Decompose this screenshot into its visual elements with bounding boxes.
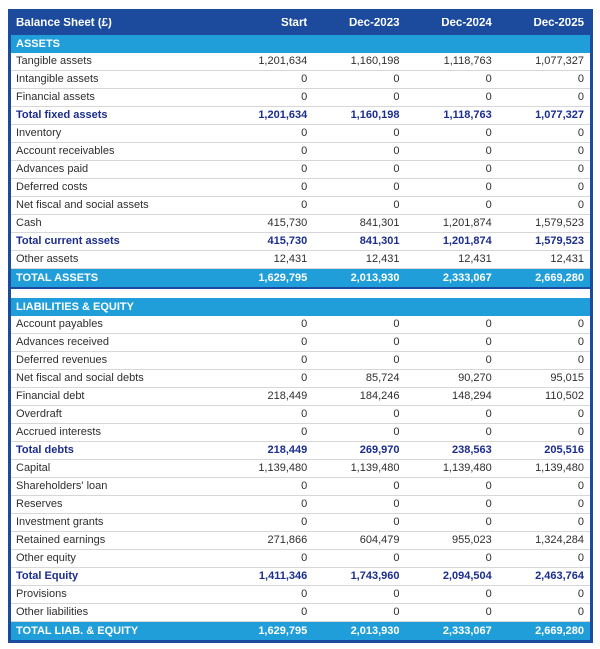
cell-value: 1,201,874 — [442, 236, 492, 247]
cell-value: 271,866 — [267, 535, 308, 546]
row-label: Intangible assets — [16, 74, 99, 85]
row-label: Provisions — [16, 589, 67, 600]
cell-value: 0 — [485, 319, 492, 330]
table-row-account-payables — [11, 316, 590, 334]
cell-value: 0 — [485, 74, 492, 85]
cell-value: 0 — [301, 164, 308, 175]
cell-value: 0 — [577, 200, 584, 211]
section-header-assets — [11, 35, 590, 53]
cell-value: 12,431 — [458, 254, 492, 265]
cell-value: 0 — [577, 553, 584, 564]
cell-value: 0 — [301, 409, 308, 420]
row-label: Total fixed assets — [16, 110, 108, 121]
cell-value: 0 — [577, 92, 584, 103]
table-row-overdraft — [11, 406, 590, 424]
column-header-start: Start — [281, 17, 308, 29]
cell-value: 218,449 — [267, 391, 308, 402]
cell-value: 0 — [393, 481, 400, 492]
cell-value: 110,502 — [545, 391, 584, 402]
row-label: Tangible assets — [16, 56, 92, 67]
table-row-cash — [11, 215, 590, 233]
row-label: Capital — [16, 463, 51, 474]
row-label: Net fiscal and social assets — [16, 200, 149, 211]
cell-value: 0 — [485, 409, 492, 420]
cell-value: 0 — [393, 164, 400, 175]
row-label: Other liabilities — [16, 607, 89, 618]
table-header-row — [11, 12, 590, 35]
table-row-net-fiscal-and-social-assets — [11, 197, 590, 215]
cell-value: 2,013,930 — [350, 272, 400, 284]
cell-value: 2,463,764 — [535, 571, 584, 582]
cell-value: 0 — [393, 128, 400, 139]
cell-value: 0 — [577, 128, 584, 139]
cell-value: 0 — [577, 182, 584, 193]
table-row-other-equity — [11, 550, 590, 568]
cell-value: 955,023 — [451, 535, 492, 546]
cell-value: 0 — [301, 200, 308, 211]
table-row-intangible-assets — [11, 71, 590, 89]
row-label: Net fiscal and social debts — [16, 373, 144, 384]
section-title: ASSETS — [16, 38, 61, 50]
cell-value: 1,077,327 — [535, 56, 584, 67]
cell-value: 2,669,280 — [535, 272, 584, 284]
cell-value: 415,730 — [267, 236, 308, 247]
table-row-net-fiscal-and-social-debts — [11, 370, 590, 388]
cell-value: 0 — [577, 499, 584, 510]
section-gap — [11, 287, 590, 298]
row-label: Advances received — [16, 337, 109, 348]
cell-value: 1,743,960 — [350, 571, 400, 582]
cell-value: 85,724 — [365, 373, 400, 384]
cell-value: 0 — [301, 337, 308, 348]
cell-value: 0 — [485, 355, 492, 366]
cell-value: 0 — [393, 337, 400, 348]
cell-value: 1,118,763 — [443, 56, 492, 67]
cell-value: 1,201,874 — [442, 218, 492, 229]
cell-value: 1,139,480 — [535, 463, 584, 474]
cell-value: 841,301 — [359, 236, 400, 247]
row-label: Account payables — [16, 319, 103, 330]
cell-value: 0 — [301, 182, 308, 193]
cell-value: 12,431 — [273, 254, 308, 265]
cell-value: 218,449 — [267, 445, 308, 456]
cell-value: 1,201,634 — [258, 56, 308, 67]
cell-value: 0 — [393, 74, 400, 85]
cell-value: 1,139,480 — [258, 463, 308, 474]
cell-value: 0 — [301, 481, 308, 492]
cell-value: 0 — [577, 164, 584, 175]
cell-value: 0 — [393, 146, 400, 157]
cell-value: 90,270 — [458, 373, 492, 384]
cell-value: 0 — [485, 427, 492, 438]
table-row-other-assets — [11, 251, 590, 269]
cell-value: 0 — [577, 427, 584, 438]
row-label: Overdraft — [16, 409, 62, 420]
row-label: Financial assets — [16, 92, 95, 103]
cell-value: 0 — [577, 607, 584, 618]
table-row-total-equity — [11, 568, 590, 586]
cell-value: 0 — [485, 337, 492, 348]
cell-value: 2,333,067 — [442, 272, 492, 284]
cell-value: 1,077,327 — [535, 110, 584, 121]
cell-value: 0 — [393, 607, 400, 618]
cell-value: 0 — [301, 589, 308, 600]
cell-value: 0 — [577, 481, 584, 492]
cell-value: 0 — [301, 74, 308, 85]
table-row-shareholders-loan — [11, 478, 590, 496]
cell-value: 0 — [485, 164, 492, 175]
cell-value: 0 — [485, 146, 492, 157]
row-label: Inventory — [16, 128, 62, 139]
cell-value: 0 — [577, 319, 584, 330]
column-header-dec-2023: Dec-2023 — [348, 17, 400, 29]
cell-value: 269,970 — [359, 445, 400, 456]
cell-value: 0 — [301, 319, 308, 330]
row-label: Account receivables — [16, 146, 115, 157]
row-label: Shareholders' loan — [16, 481, 108, 492]
cell-value: 0 — [393, 427, 400, 438]
cell-value: 0 — [301, 92, 308, 103]
row-label: Advances paid — [16, 164, 89, 175]
cell-value: 841,301 — [359, 218, 400, 229]
table-title: Balance Sheet (£) — [16, 17, 112, 29]
cell-value: 148,294 — [451, 391, 492, 402]
table-row-investment-grants — [11, 514, 590, 532]
row-label: Retained earnings — [16, 535, 106, 546]
table-row-retained-earnings — [11, 532, 590, 550]
table-row-accrued-interests — [11, 424, 590, 442]
row-label: TOTAL ASSETS — [16, 272, 99, 284]
cell-value: 0 — [393, 517, 400, 528]
table-row-reserves — [11, 496, 590, 514]
cell-value: 1,411,346 — [258, 571, 308, 582]
row-label: Other equity — [16, 553, 76, 564]
table-row-financial-debt — [11, 388, 590, 406]
table-row-financial-assets — [11, 89, 590, 107]
table-body — [11, 35, 590, 640]
row-label: TOTAL LIAB. & EQUITY — [16, 625, 139, 637]
cell-value: 0 — [485, 182, 492, 193]
cell-value: 0 — [485, 517, 492, 528]
cell-value: 1,579,523 — [535, 218, 584, 229]
cell-value: 2,669,280 — [535, 625, 584, 637]
table-row-advances-received — [11, 334, 590, 352]
table-row-account-receivables — [11, 143, 590, 161]
cell-value: 0 — [393, 409, 400, 420]
row-label: Cash — [16, 218, 42, 229]
cell-value: 415,730 — [267, 218, 308, 229]
cell-value: 604,479 — [359, 535, 400, 546]
cell-value: 0 — [577, 409, 584, 420]
cell-value: 0 — [393, 200, 400, 211]
cell-value: 0 — [577, 355, 584, 366]
cell-value: 1,201,634 — [258, 110, 308, 121]
cell-value: 0 — [485, 589, 492, 600]
section-header-liabilities-equity — [11, 298, 590, 316]
column-header-dec-2024: Dec-2024 — [441, 17, 492, 29]
cell-value: 0 — [577, 337, 584, 348]
cell-value: 0 — [393, 355, 400, 366]
cell-value: 0 — [301, 499, 308, 510]
cell-value: 0 — [577, 517, 584, 528]
section-title: LIABILITIES & EQUITY — [16, 301, 134, 313]
cell-value: 1,579,523 — [535, 236, 584, 247]
balance-sheet-table — [8, 9, 593, 643]
table-row-capital — [11, 460, 590, 478]
cell-value: 2,333,067 — [442, 625, 492, 637]
table-row-provisions — [11, 586, 590, 604]
cell-value: 0 — [485, 200, 492, 211]
cell-value: 1,324,284 — [535, 535, 584, 546]
cell-value: 0 — [577, 74, 584, 85]
cell-value: 95,015 — [550, 373, 584, 384]
cell-value: 2,013,930 — [350, 625, 400, 637]
row-label: Other assets — [16, 254, 79, 265]
row-label: Investment grants — [16, 517, 104, 528]
cell-value: 0 — [485, 607, 492, 618]
cell-value: 1,629,795 — [258, 272, 308, 284]
cell-value: 0 — [485, 499, 492, 510]
row-label: Reserves — [16, 499, 63, 510]
cell-value: 0 — [393, 589, 400, 600]
table-row-other-liabilities — [11, 604, 590, 622]
cell-value: 0 — [301, 128, 308, 139]
cell-value: 0 — [485, 128, 492, 139]
row-label: Deferred costs — [16, 182, 88, 193]
table-row-deferred-revenues — [11, 352, 590, 370]
cell-value: 0 — [301, 146, 308, 157]
cell-value: 0 — [485, 92, 492, 103]
table-row-inventory — [11, 125, 590, 143]
table-row-tangible-assets — [11, 53, 590, 71]
table-row-total-debts — [11, 442, 590, 460]
cell-value: 1,139,480 — [350, 463, 400, 474]
cell-value: 0 — [301, 517, 308, 528]
table-row-deferred-costs — [11, 179, 590, 197]
table-row-total-assets — [11, 269, 590, 287]
cell-value: 1,118,763 — [443, 110, 492, 121]
row-label: Total current assets — [16, 236, 120, 247]
row-label: Deferred revenues — [16, 355, 108, 366]
cell-value: 0 — [393, 499, 400, 510]
cell-value: 205,516 — [544, 445, 584, 456]
cell-value: 0 — [393, 553, 400, 564]
cell-value: 0 — [301, 427, 308, 438]
cell-value: 12,431 — [365, 254, 400, 265]
cell-value: 1,160,198 — [350, 56, 400, 67]
cell-value: 0 — [301, 355, 308, 366]
cell-value: 1,629,795 — [258, 625, 308, 637]
cell-value: 12,431 — [550, 254, 584, 265]
cell-value: 1,139,480 — [442, 463, 492, 474]
cell-value: 0 — [301, 607, 308, 618]
row-label: Total Equity — [16, 571, 79, 582]
table-row-advances-paid — [11, 161, 590, 179]
cell-value: 0 — [301, 373, 308, 384]
row-label: Total debts — [16, 445, 74, 456]
cell-value: 184,246 — [359, 391, 400, 402]
table-row-total-fixed-assets — [11, 107, 590, 125]
table-row-total-current-assets — [11, 233, 590, 251]
row-label: Accrued interests — [16, 427, 101, 438]
cell-value: 0 — [485, 553, 492, 564]
cell-value: 0 — [393, 319, 400, 330]
cell-value: 0 — [577, 589, 584, 600]
row-label: Financial debt — [16, 391, 85, 402]
cell-value: 0 — [485, 481, 492, 492]
column-header-dec-2025: Dec-2025 — [533, 17, 584, 29]
cell-value: 238,563 — [451, 445, 492, 456]
cell-value: 1,160,198 — [350, 110, 400, 121]
cell-value: 0 — [301, 553, 308, 564]
table-row-total-liab-equity — [11, 622, 590, 640]
cell-value: 0 — [577, 146, 584, 157]
cell-value: 0 — [393, 182, 400, 193]
cell-value: 0 — [393, 92, 400, 103]
cell-value: 2,094,504 — [442, 571, 492, 582]
